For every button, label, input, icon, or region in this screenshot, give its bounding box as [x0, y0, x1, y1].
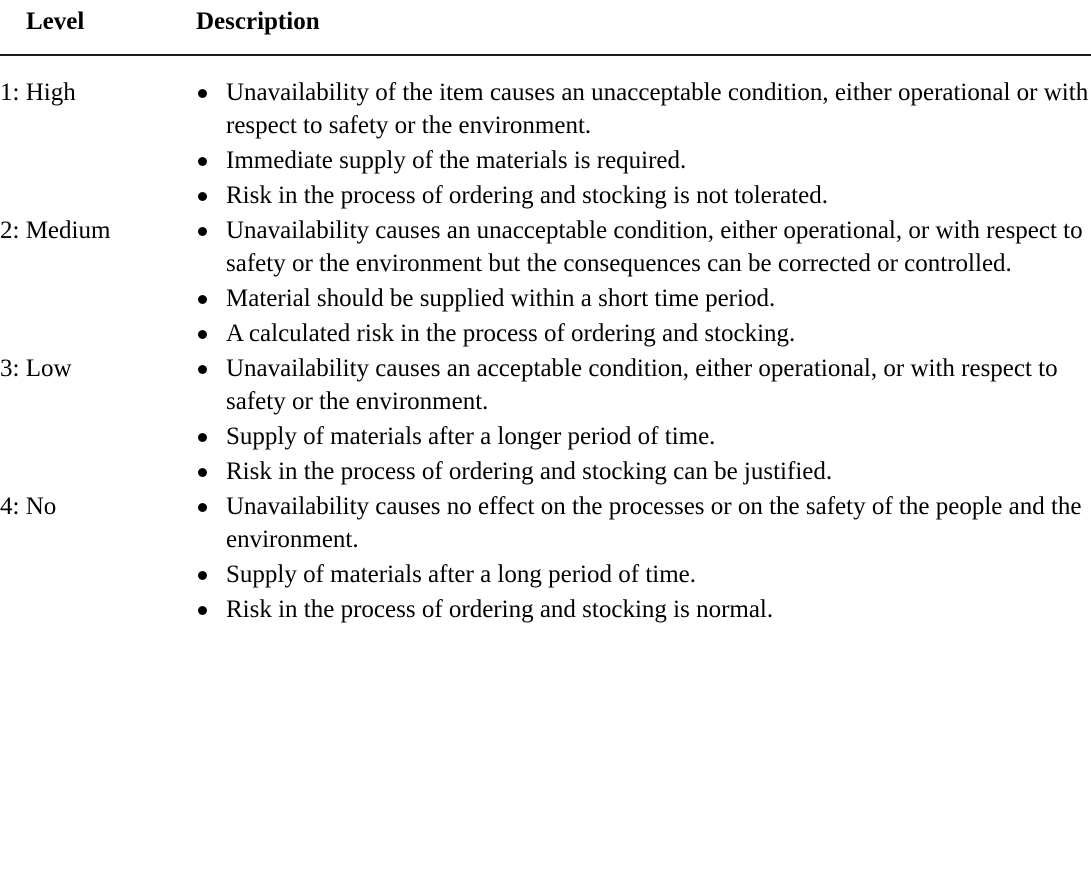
bullet-dot-icon	[198, 330, 207, 339]
level-label: 4: No	[0, 493, 57, 520]
bullet-dot-icon	[198, 503, 207, 512]
level-label: 3: Low	[0, 355, 72, 382]
list-item	[196, 144, 1091, 177]
table-row	[0, 214, 1091, 352]
list-item	[196, 179, 1091, 212]
level-cell	[0, 352, 196, 490]
bullet-dot-icon	[198, 365, 207, 374]
list-item-text: Unavailability of the item causes an unacceptable condition, either operational or with respect to safety or the environment.	[226, 79, 1089, 139]
bullet-dot-icon	[198, 157, 207, 166]
list-item	[196, 455, 1091, 488]
list-item-text: Supply of materials after a long period of time.	[226, 561, 697, 588]
column-header-description	[196, 0, 1091, 55]
bullet-dot-icon	[198, 606, 207, 615]
list-item	[196, 214, 1091, 280]
bullet-dot-icon	[198, 295, 207, 304]
bullet-dot-icon	[198, 433, 207, 442]
list-item-text: Risk in the process of ordering and stocking can be justified.	[226, 458, 833, 485]
list-item	[196, 490, 1091, 556]
list-item-text: Supply of materials after a longer period of time.	[226, 423, 716, 450]
column-header-level	[0, 0, 196, 55]
list-item	[196, 352, 1091, 418]
column-header-description-label: Description	[196, 8, 320, 35]
list-item	[196, 558, 1091, 591]
table-row	[0, 55, 1091, 214]
description-cell	[196, 352, 1091, 490]
list-item-text: Material should be supplied within a short time period.	[226, 285, 776, 312]
list-item	[196, 420, 1091, 453]
table-header	[0, 0, 1091, 55]
description-bullet-list	[196, 76, 1091, 212]
list-item-text: Unavailability causes an acceptable condition, either operational, or with respect to safety or the environment.	[226, 355, 1058, 415]
list-item	[196, 76, 1091, 142]
bullet-dot-icon	[198, 468, 207, 477]
description-cell	[196, 214, 1091, 352]
level-cell	[0, 490, 196, 634]
description-bullet-list	[196, 490, 1091, 626]
column-header-level-label: Level	[26, 8, 85, 35]
list-item-text: Risk in the process of ordering and stocking is not tolerated.	[226, 182, 828, 209]
list-item-text: A calculated risk in the process of ordering and stocking.	[226, 320, 796, 347]
description-bullet-list	[196, 214, 1091, 350]
list-item	[196, 593, 1091, 626]
description-cell	[196, 490, 1091, 634]
list-item-text: Unavailability causes no effect on the processes or on the safety of the people and the environment.	[226, 493, 1082, 553]
description-bullet-list	[196, 352, 1091, 488]
bullet-dot-icon	[198, 571, 207, 580]
list-item-text: Unavailability causes an unacceptable condition, either operational, or with respect to safety or the environment but the consequences can be corrected or controlled.	[226, 217, 1083, 277]
level-label: 2: Medium	[0, 217, 111, 244]
table-body	[0, 55, 1091, 634]
level-cell	[0, 55, 196, 214]
bullet-dot-icon	[198, 192, 207, 201]
bullet-dot-icon	[198, 89, 207, 98]
list-item	[196, 282, 1091, 315]
description-cell	[196, 55, 1091, 214]
level-label: 1: High	[0, 79, 76, 106]
list-item-text: Risk in the process of ordering and stocking is normal.	[226, 596, 774, 623]
list-item-text: Immediate supply of the materials is required.	[226, 147, 687, 174]
table-row	[0, 352, 1091, 490]
table-header-row	[0, 0, 1091, 55]
level-cell	[0, 214, 196, 352]
bullet-dot-icon	[198, 227, 207, 236]
table-row	[0, 490, 1091, 634]
list-item	[196, 317, 1091, 350]
